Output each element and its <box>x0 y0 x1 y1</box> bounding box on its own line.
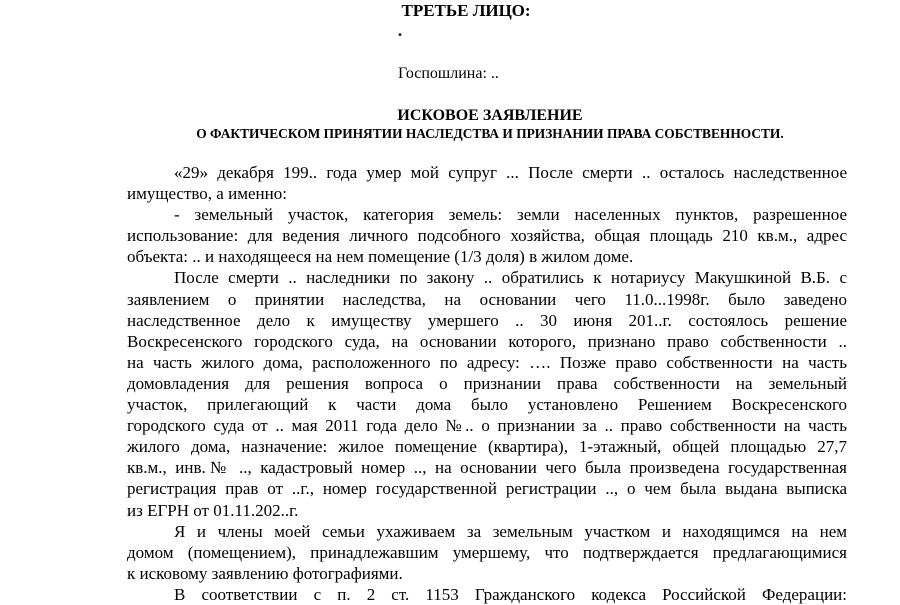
body-line: регистрация прав от ..г., номер государственной регистрации .., о чем была выдана выписка <box>127 479 847 499</box>
body-line: использование: для ведения личного подсобного хозяйства, общая площадь 210 кв.м., адрес <box>127 226 847 246</box>
body-line: Я и члены моей семьи ухаживаем за земельным участком и находящимся на нем <box>174 521 847 541</box>
body-line: наследственное дело к имуществу умершего .. 30 июня 201..г. состоялось решение <box>127 310 847 330</box>
document-title: ИСКОВОЕ ЗАЯВЛЕНИЕ <box>397 107 583 124</box>
third-party-label: ТРЕТЬЕ ЛИЦО: <box>401 1 531 20</box>
body-line: домовладения для решения вопроса о признании права собственности на земельный <box>127 373 847 393</box>
body-line: домом (помещением), принадлежавшим умершему, что подтверждается предлагающимися <box>127 542 847 562</box>
document-subtitle: О ФАКТИЧЕСКОМ ПРИНЯТИИ НАСЛЕДСТВА И ПРИЗНАНИИ ПРАВА СОБСТВЕННОСТИ. <box>196 126 784 141</box>
body-line: на часть жилого дома, расположенного по адресу: …. Позже право собственности на часть <box>127 352 847 372</box>
body-line: «29» декабря 199.. года умер мой супруг ... После смерти .. осталось наследственное <box>174 163 847 182</box>
document-body <box>127 162 847 605</box>
body-line: Воскресенского городского суда, на основании которого, признано право собственности .. <box>127 331 847 351</box>
body-line: кв.м., инв.№ .., кадастровый номер .., на основании чего была произведена государственная <box>127 458 847 478</box>
body-line: из ЕГРН от 01.11.202..г. <box>127 500 299 520</box>
body-line: В соответствии с п. 2 ст. 1153 Гражданского кодекса Российской Федерации: <box>174 584 847 604</box>
body-line: городского суда от .. мая 2011 года дело №.. о признании за .. право собственности на часть <box>127 416 847 436</box>
body-line: заявлением о принятии наследства, на основании чего 11.0...1998г. было заведено <box>127 289 847 309</box>
state-fee: Госпошлина: .. <box>398 65 499 82</box>
body-line: участок, прилегающий к части дома было установлено Решением Воскресенского <box>127 395 847 415</box>
body-line: имущество, а именно: <box>127 184 287 204</box>
body-line: После смерти .. наследники по закону .. обратились к нотариусу Макушкиной В.Б. с <box>174 268 847 288</box>
body-line: объекта: .. и находящееся на нем помещение (1/3 доля) в жилом доме. <box>127 247 634 267</box>
body-line: - земельный участок, категория земель: земли населенных пунктов, разрешенное <box>174 205 847 225</box>
third-party-value: . <box>397 21 403 40</box>
body-line: к исковому заявлению фотографиями. <box>127 563 403 583</box>
body-line: жилого дома, назначение: жилое помещение (квартира), 1-этажный, общей площадью 27,7 <box>127 437 847 457</box>
